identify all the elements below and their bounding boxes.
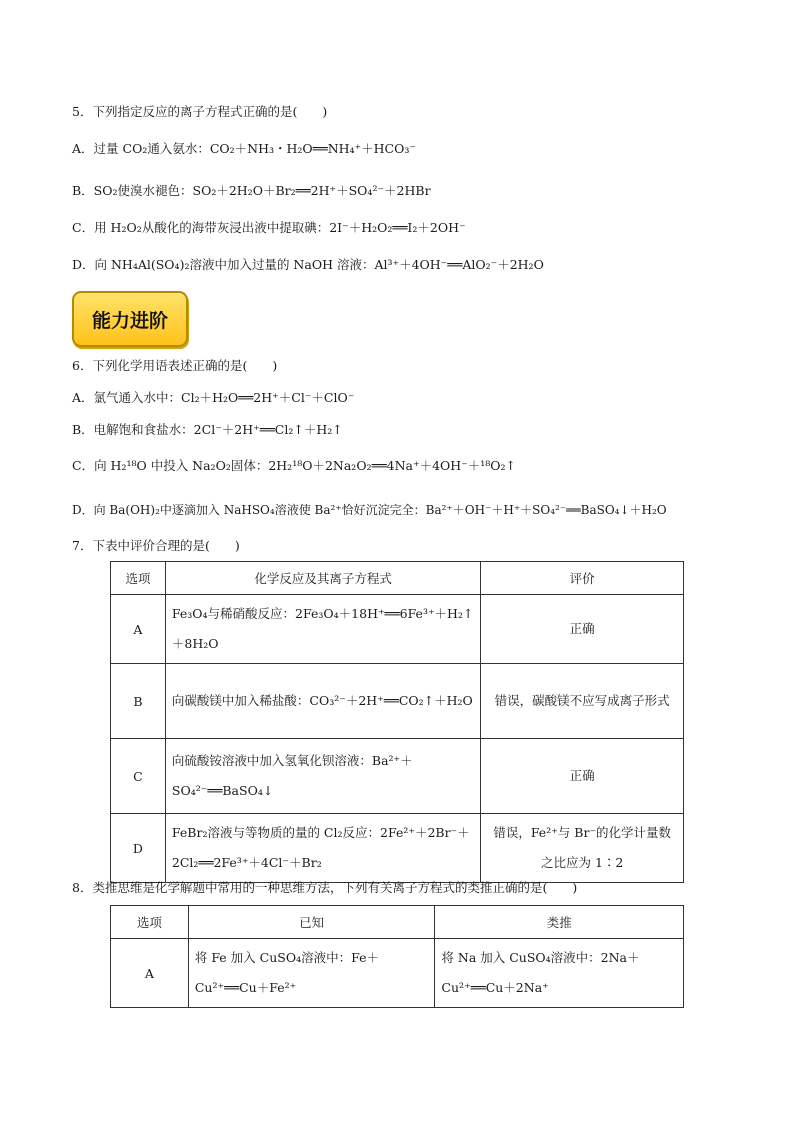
q5-option-b: B．SO₂使溴水褪色：SO₂＋2H₂O＋Br₂══2H⁺＋SO₄²⁻＋2HBr	[72, 183, 431, 198]
q7-row-a-option: A	[111, 595, 166, 664]
q7-header-equation: 化学反应及其离子方程式	[165, 562, 480, 595]
table-row	[111, 664, 684, 739]
q5-option-c: C．用 H₂O₂从酸化的海带灰浸出液中提取碘：2I⁻＋H₂O₂══I₂＋2OH⁻	[72, 220, 466, 235]
q8-stem: 8．类推思维是化学解题中常用的一种思维方法，下列有关离子方程式的类推正确的是( )	[72, 880, 578, 895]
q5-stem: 5．下列指定反应的离子方程式正确的是( )	[72, 104, 328, 119]
table-row	[111, 595, 684, 664]
q7-row-d-evaluation: 错误，Fe²⁺与 Br⁻的化学计量数之比应为 1∶2	[481, 814, 684, 883]
q8-row-a-infer: 将 Na 加入 CuSO₄溶液中：2Na＋Cu²⁺══Cu＋2Na⁺	[435, 939, 684, 1008]
q8-table	[110, 905, 684, 1008]
q6-option-b: B．电解饱和食盐水：2Cl⁻＋2H⁺══Cl₂↑＋H₂↑	[72, 422, 343, 437]
q7-row-b-option: B	[111, 664, 166, 739]
q7-header-option: 选项	[111, 562, 166, 595]
q7-row-c-evaluation: 正确	[481, 739, 684, 814]
q6-option-d: D．向 Ba(OH)₂中逐滴加入 NaHSO₄溶液使 Ba²⁺恰好沉淀完全：Ba²⁺＋OH⁻＋H⁺＋SO₄²⁻══BaSO₄↓＋H₂O	[72, 503, 667, 517]
table-row	[111, 939, 684, 1008]
q6-option-c: C．向 H₂¹⁸O 中投入 Na₂O₂固体：2H₂¹⁸O＋2Na₂O₂══4Na⁺＋4OH⁻＋¹⁸O₂↑	[72, 458, 517, 473]
q5-option-d: D．向 NH₄Al(SO₄)₂溶液中加入过量的 NaOH 溶液：Al³⁺＋4OH⁻══AlO₂⁻＋2H₂O	[72, 257, 544, 272]
q7-row-b-evaluation: 错误，碳酸镁不应写成离子形式	[481, 664, 684, 739]
q7-row-d-option: D	[111, 814, 166, 883]
q8-header-known: 已知	[188, 906, 435, 939]
q6-stem: 6．下列化学用语表述正确的是( )	[72, 358, 278, 373]
q8-row-a-known: 将 Fe 加入 CuSO₄溶液中：Fe＋Cu²⁺══Cu＋Fe²⁺	[188, 939, 435, 1008]
q7-row-c-equation: 向硫酸铵溶液中加入氢氧化钡溶液：Ba²⁺＋SO₄²⁻══BaSO₄↓	[165, 739, 480, 814]
section-badge: 能力进阶	[72, 291, 188, 347]
q7-row-b-equation: 向碳酸镁中加入稀盐酸：CO₃²⁻＋2H⁺══CO₂↑＋H₂O	[165, 664, 480, 739]
q8-header-option: 选项	[111, 906, 189, 939]
q5-option-a: A．过量 CO₂通入氨水：CO₂＋NH₃・H₂O══NH₄⁺＋HCO₃⁻	[72, 141, 416, 156]
q7-table	[110, 561, 684, 883]
q7-table-header	[111, 562, 684, 595]
q7-row-a-evaluation: 正确	[481, 595, 684, 664]
q7-header-evaluation: 评价	[481, 562, 684, 595]
q7-row-d-equation: FeBr₂溶液与等物质的量的 Cl₂反应：2Fe²⁺＋2Br⁻＋2Cl₂══2Fe³⁺＋4Cl⁻＋Br₂	[165, 814, 480, 883]
q7-row-a-equation: Fe₃O₄与稀硝酸反应：2Fe₃O₄＋18H⁺══6Fe³⁺＋H₂↑＋8H₂O	[165, 595, 480, 664]
q7-stem: 7．下表中评价合理的是( )	[72, 538, 240, 553]
q8-header-infer: 类推	[435, 906, 684, 939]
q8-table-header	[111, 906, 684, 939]
q6-option-a: A．氯气通入水中：Cl₂＋H₂O══2H⁺＋Cl⁻＋ClO⁻	[72, 390, 355, 405]
q7-row-c-option: C	[111, 739, 166, 814]
table-row	[111, 814, 684, 883]
q8-row-a-option: A	[111, 939, 189, 1008]
table-row	[111, 739, 684, 814]
